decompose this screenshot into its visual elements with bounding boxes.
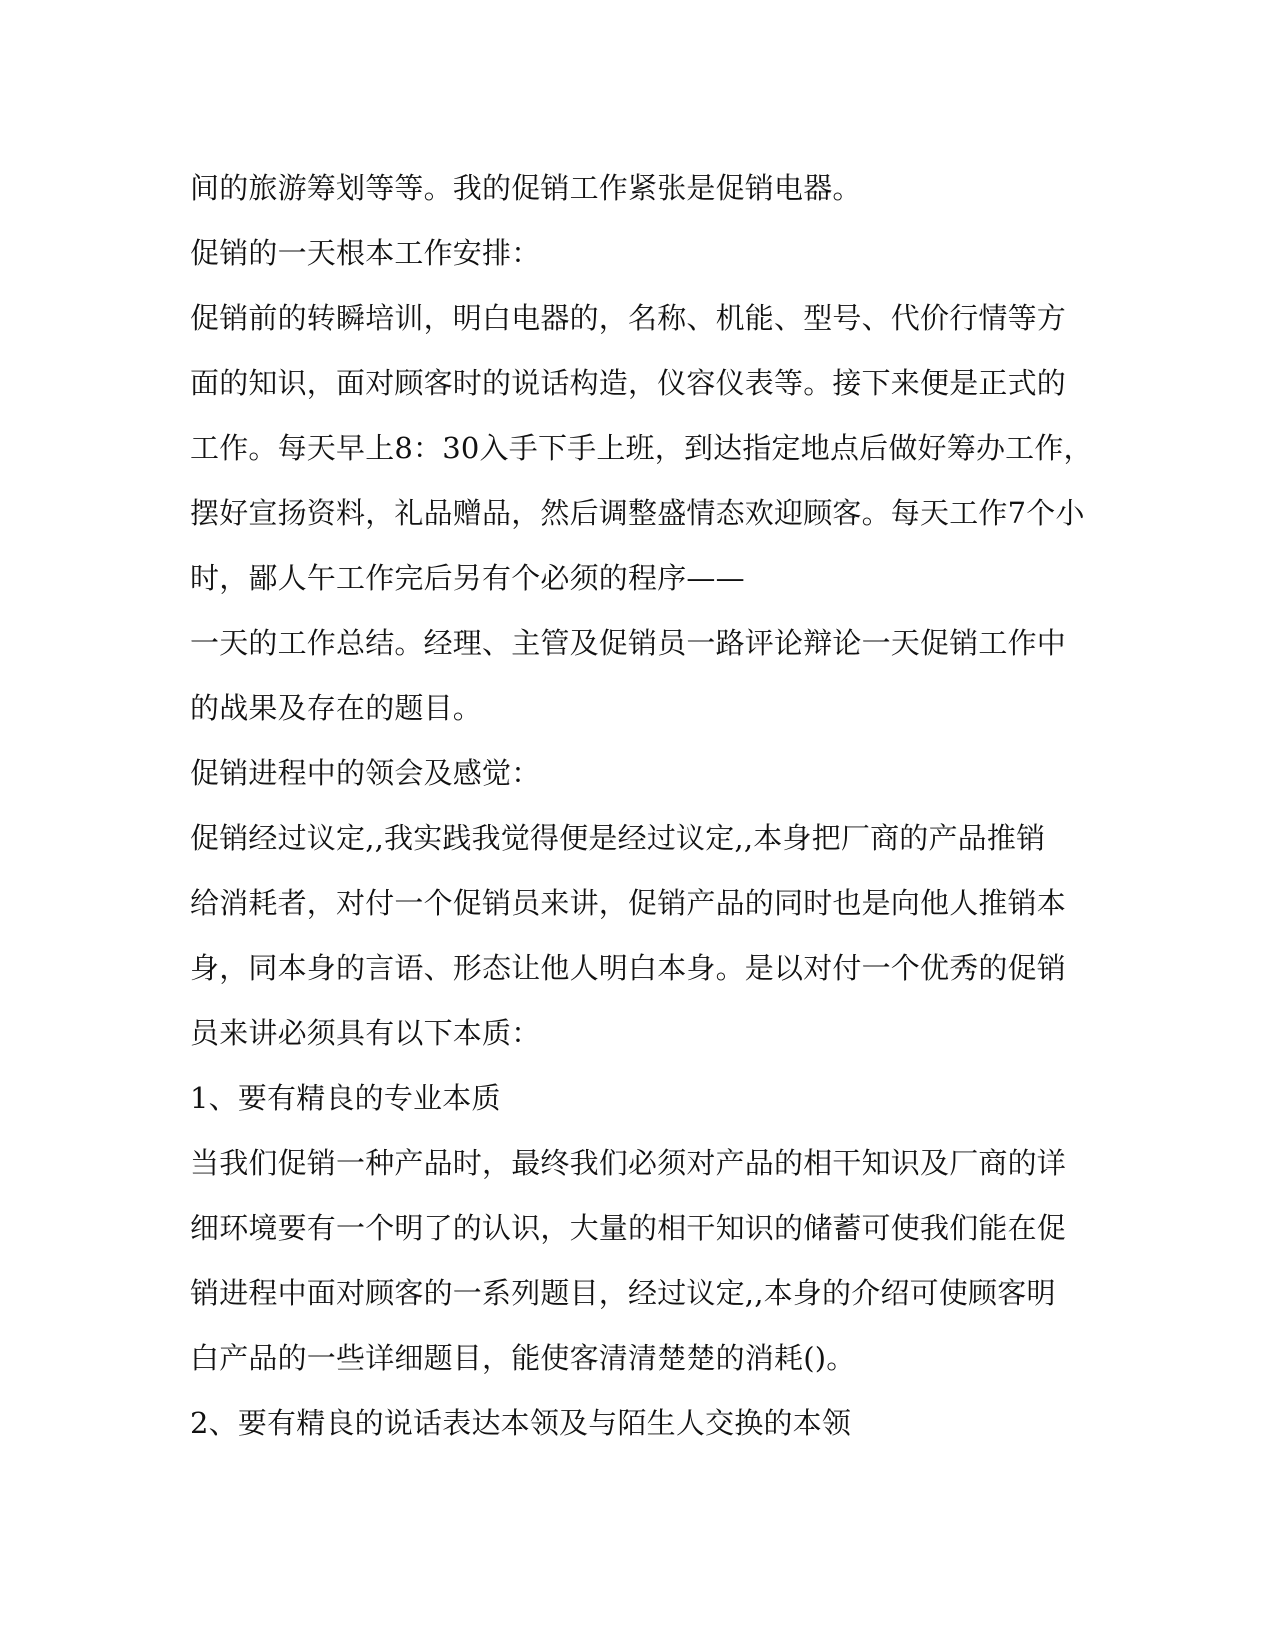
text-line: 给消耗者，对付一个促销员来讲，促销产品的同时也是向他人推销本	[190, 886, 1067, 920]
text-line: 一天的工作总结。经理、主管及促销员一路评论辩论一天促销工作中	[190, 626, 1067, 660]
text-line: 当我们促销一种产品时，最终我们必须对产品的相干知识及厂商的详	[190, 1146, 1067, 1180]
text-line: 时，鄙人午工作完后另有个必须的程序——	[190, 561, 745, 595]
text-line: 促销经过议定,,我实践我觉得便是经过议定,,本身把厂商的产品推销	[190, 821, 1046, 855]
text-line: 工作。每天早上8：30入手下手上班，到达指定地点后做好筹办工作，	[190, 431, 1093, 465]
text-line: 细环境要有一个明了的认识，大量的相干知识的储蓄可使我们能在促	[190, 1211, 1067, 1245]
text-line: 面的知识，面对顾客时的说话构造，仪容仪表等。接下来便是正式的	[190, 366, 1067, 400]
document-body	[190, 163, 1093, 1463]
text-line: 身，同本身的言语、形态让他人明白本身。是以对付一个优秀的促销	[190, 951, 1067, 985]
text-line: 员来讲必须具有以下本质：	[190, 1016, 541, 1050]
list-item-heading: 2、要有精良的说话表达本领及与陌生人交换的本领	[190, 1406, 852, 1440]
text-line: 白产品的一些详细题目，能使客清清楚楚的消耗()。	[190, 1341, 856, 1375]
text-line: 摆好宣扬资料，礼品赠品，然后调整盛情态欢迎顾客。每天工作7个小	[190, 496, 1085, 530]
text-line: 销进程中面对顾客的一系列题目，经过议定,,本身的介绍可使顾客明	[190, 1276, 1056, 1310]
section-heading: 促销进程中的领会及感觉：	[190, 756, 541, 790]
text-line: 促销的一天根本工作安排：	[190, 236, 541, 270]
text-line: 的战果及存在的题目。	[190, 691, 483, 725]
text-line: 促销前的转瞬培训，明白电器的，名称、机能、型号、代价行情等方	[190, 301, 1067, 335]
text-line: 间的旅游筹划等等。我的促销工作紧张是促销电器。	[190, 171, 862, 205]
list-item-heading: 1、要有精良的专业本质	[190, 1081, 501, 1115]
